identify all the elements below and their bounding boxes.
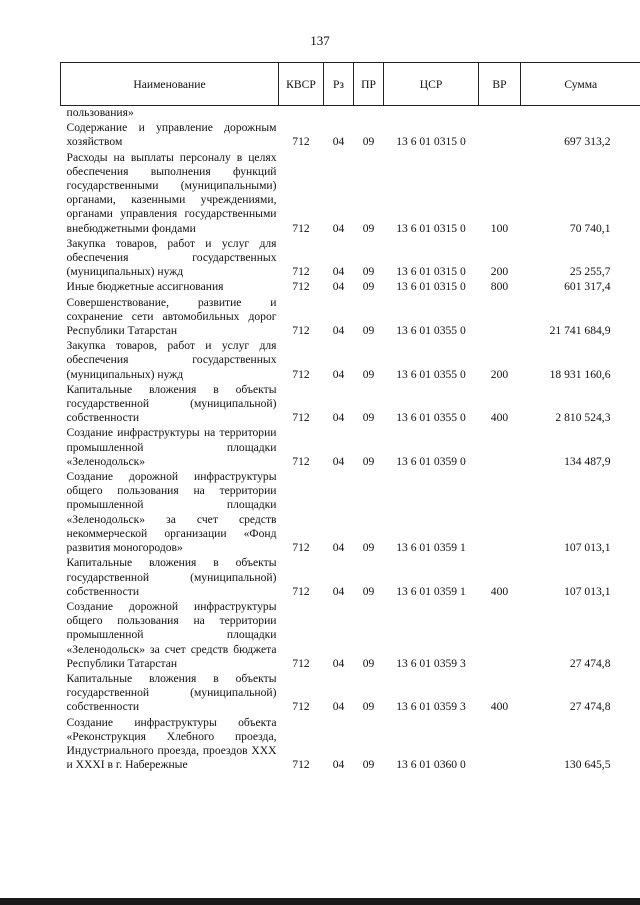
row-name-cell: Совершенствование, развитие и сохранение сети автомобильных дорог Республики Татарстан <box>66 295 277 338</box>
row-rz-cell: 04 <box>332 700 345 714</box>
budget-table-container <box>60 62 640 773</box>
row-kvsr-cell: 712 <box>292 700 310 714</box>
row-kvsr-cell: 712 <box>292 367 310 381</box>
row-vr-cell: 400 <box>490 411 509 425</box>
table-row <box>61 672 640 716</box>
row-pr-cell <box>354 106 384 122</box>
row-sum-cell: 130 645,5 <box>564 758 611 772</box>
table-row <box>61 600 640 672</box>
row-vr-cell <box>479 296 521 340</box>
row-rz-cell: 04 <box>332 367 345 381</box>
row-vr-cell <box>479 716 521 774</box>
row-sum-cell: 2 810 524,3 <box>555 411 611 425</box>
row-name-cell: Расходы на выплаты персоналу в целях обеспечения выполнения функций государственными (муниципальными) органами, казенными учреждениями, органами управления государственными внебюджетными фондами <box>66 150 277 235</box>
row-pr-cell: 09 <box>362 541 375 555</box>
table-row <box>61 106 640 122</box>
row-name-cell: Создание дорожной инфраструктуры общего пользования на территории промышленной площадки «Зеленодольск» за счет средств некоммерческой организации «Фонд развития моногородов» <box>66 470 277 555</box>
row-csr-cell: 13 6 01 0315 0 <box>396 265 466 279</box>
row-vr-cell: 800 <box>490 280 509 294</box>
row-pr-cell: 09 <box>362 758 375 772</box>
row-kvsr-cell: 712 <box>292 584 310 598</box>
column-header-vr: ВР <box>479 63 521 106</box>
table-row <box>61 383 640 427</box>
row-name-cell: Капитальные вложения в объекты государственной (муниципальной) собственности <box>66 382 277 425</box>
row-csr-cell: 13 6 01 0360 0 <box>396 758 466 772</box>
row-rz-cell: 04 <box>332 280 345 294</box>
column-header-rz: Рз <box>324 63 354 106</box>
row-vr-cell <box>479 106 521 122</box>
table-row <box>61 296 640 340</box>
row-kvsr-cell: 712 <box>292 411 310 425</box>
row-pr-cell: 09 <box>362 324 375 338</box>
budget-table <box>60 62 640 773</box>
row-kvsr-cell: 712 <box>292 541 310 555</box>
row-name-cell: Создание инфраструктуры на территории промышленной площадки «Зеленодольск» <box>66 426 277 468</box>
row-pr-cell: 09 <box>362 454 375 468</box>
row-name-cell: Закупка товаров, работ и услуг для обеспечения государственных (муниципальных) нужд <box>66 236 277 279</box>
row-rz-cell: 04 <box>332 411 345 425</box>
row-name-cell: Капитальные вложения в объекты государственной (муниципальной) собственности <box>66 556 277 598</box>
row-name-cell: пользования» <box>66 106 134 119</box>
table-header <box>61 63 640 106</box>
row-pr-cell: 09 <box>362 700 375 714</box>
row-sum-cell: 21 741 684,9 <box>549 324 611 338</box>
row-pr-cell: 09 <box>362 656 375 670</box>
row-name-cell: Создание инфраструктуры объекта «Реконструкция Хлебного проезда, Индустриального проезда, проездов XXX и XXXI в г. Набережные <box>66 715 277 772</box>
row-sum-cell: 27 474,8 <box>569 656 611 670</box>
row-kvsr-cell: 712 <box>292 324 310 338</box>
row-csr-cell: 13 6 01 0359 3 <box>396 700 466 714</box>
row-sum-cell: 27 474,8 <box>569 700 611 714</box>
row-rz-cell: 04 <box>332 454 345 468</box>
row-csr-cell: 13 6 01 0315 0 <box>396 280 466 294</box>
row-vr-cell <box>479 600 521 672</box>
row-sum-cell: 134 487,9 <box>564 454 611 468</box>
row-kvsr-cell: 712 <box>292 758 310 772</box>
row-vr-cell: 200 <box>490 367 509 381</box>
row-sum-cell: 18 931 160,6 <box>549 367 611 381</box>
row-kvsr-cell: 712 <box>292 265 310 279</box>
row-kvsr-cell: 712 <box>292 280 310 294</box>
table-body <box>61 106 640 774</box>
row-pr-cell: 09 <box>362 411 375 425</box>
row-csr-cell: 13 6 01 0359 3 <box>396 656 466 670</box>
row-sum-cell: 697 313,2 <box>564 135 611 149</box>
row-kvsr-cell: 712 <box>292 221 310 235</box>
row-rz-cell: 04 <box>332 324 345 338</box>
row-sum-cell: 25 255,7 <box>569 265 611 279</box>
row-csr-cell: 13 6 01 0355 0 <box>396 411 466 425</box>
row-csr-cell: 13 6 01 0359 0 <box>396 454 466 468</box>
row-vr-cell: 400 <box>490 700 509 714</box>
row-pr-cell: 09 <box>362 221 375 235</box>
row-rz-cell: 04 <box>332 541 345 555</box>
row-vr-cell <box>479 426 521 470</box>
row-csr-cell <box>384 106 479 122</box>
column-header-name: Наименование <box>61 63 279 106</box>
row-sum-cell: 107 013,1 <box>564 541 611 555</box>
table-row <box>61 426 640 470</box>
table-row <box>61 716 640 774</box>
row-vr-cell: 100 <box>490 221 509 235</box>
row-rz-cell: 04 <box>332 656 345 670</box>
row-sum-cell: 107 013,1 <box>564 584 611 598</box>
row-csr-cell: 13 6 01 0315 0 <box>396 135 466 149</box>
row-pr-cell: 09 <box>362 265 375 279</box>
row-name-cell: Закупка товаров, работ и услуг для обеспечения государственных (муниципальных) нужд <box>66 339 277 381</box>
row-name-cell: Содержание и управление дорожным хозяйством <box>66 121 277 149</box>
row-kvsr-cell: 712 <box>292 135 310 149</box>
row-vr-cell: 400 <box>490 584 509 598</box>
row-rz-cell: 04 <box>332 758 345 772</box>
column-header-sum: Сумма <box>521 63 640 106</box>
row-rz-cell: 04 <box>332 265 345 279</box>
table-row <box>61 237 640 281</box>
row-sum-cell: 70 740,1 <box>569 221 611 235</box>
row-csr-cell: 13 6 01 0315 0 <box>396 221 466 235</box>
column-header-pr: ПР <box>354 63 384 106</box>
row-vr-cell: 200 <box>490 265 509 279</box>
column-header-kvsr: КВСР <box>279 63 324 106</box>
row-sum-cell <box>521 106 640 122</box>
row-pr-cell: 09 <box>362 280 375 294</box>
row-csr-cell: 13 6 01 0355 0 <box>396 367 466 381</box>
row-name-cell: Создание дорожной инфраструктуры общего пользования на территории промышленной площадки «Зеленодольск» за счет средств бюджета Республики Татарстан <box>66 599 277 670</box>
row-vr-cell <box>479 121 521 150</box>
table-row <box>61 556 640 600</box>
table-row <box>61 121 640 150</box>
row-rz-cell: 04 <box>332 584 345 598</box>
row-pr-cell: 09 <box>362 367 375 381</box>
table-row <box>61 280 640 295</box>
row-rz-cell: 04 <box>332 135 345 149</box>
row-pr-cell: 09 <box>362 135 375 149</box>
row-name-cell: Капитальные вложения в объекты государственной (муниципальной) собственности <box>66 671 277 714</box>
row-rz-cell <box>324 106 354 122</box>
row-kvsr-cell <box>279 106 324 122</box>
scan-bottom-edge <box>0 898 640 905</box>
row-rz-cell: 04 <box>332 221 345 235</box>
row-csr-cell: 13 6 01 0359 1 <box>396 584 466 598</box>
row-csr-cell: 13 6 01 0359 1 <box>396 541 466 555</box>
row-csr-cell: 13 6 01 0355 0 <box>396 324 466 338</box>
page-number: 137 <box>310 33 330 48</box>
column-header-csr: ЦСР <box>384 63 479 106</box>
row-pr-cell: 09 <box>362 584 375 598</box>
row-kvsr-cell: 712 <box>292 454 310 468</box>
table-row <box>61 151 640 237</box>
row-vr-cell <box>479 470 521 556</box>
row-kvsr-cell: 712 <box>292 656 310 670</box>
row-name-cell: Иные бюджетные ассигнования <box>66 280 224 294</box>
row-sum-cell: 601 317,4 <box>564 280 611 294</box>
table-row <box>61 339 640 383</box>
table-row <box>61 470 640 556</box>
